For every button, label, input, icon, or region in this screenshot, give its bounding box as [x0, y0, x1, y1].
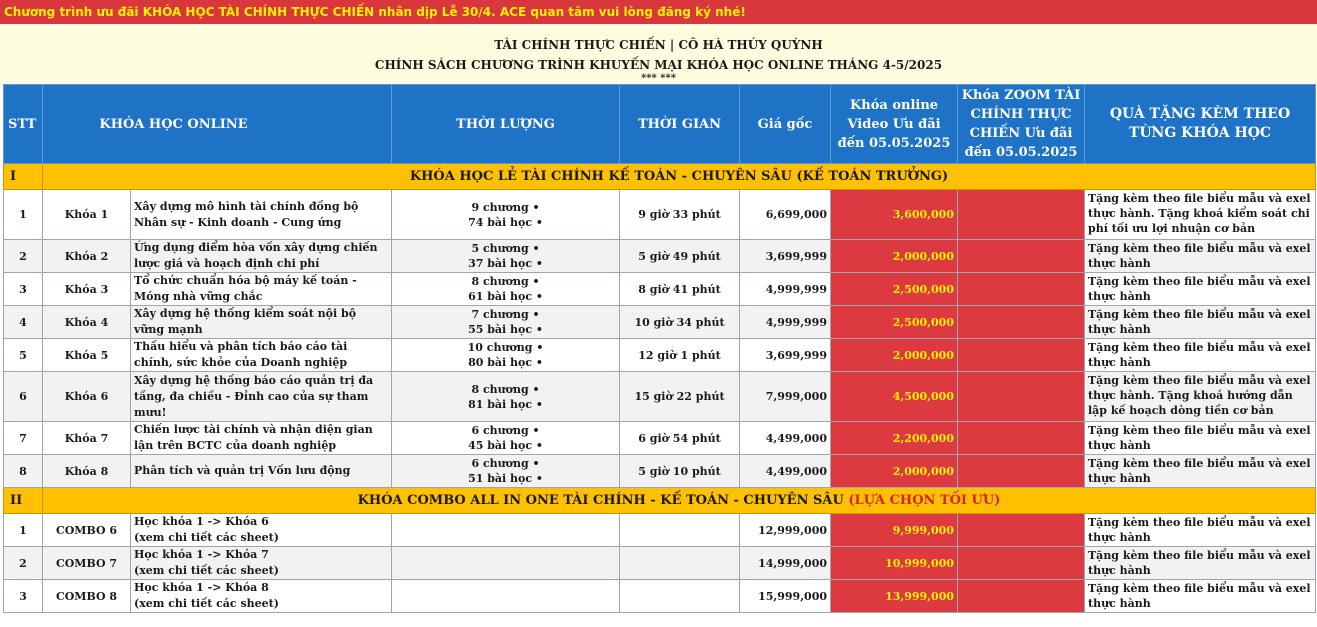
- row-time: 9 giờ 33 phút: [620, 190, 740, 240]
- row-stt: 8: [4, 455, 43, 488]
- row-code: Khóa 4: [43, 306, 131, 339]
- row-video-deal: 2,500,000: [831, 306, 958, 339]
- row-stt: 3: [4, 273, 43, 306]
- row-combo-note: (xem chi tiết các sheet): [134, 564, 279, 577]
- row-video-deal: 13,999,000: [831, 580, 958, 613]
- row-duration: [392, 339, 620, 372]
- row-time: [620, 547, 740, 580]
- title-box: [0, 24, 1317, 84]
- row-gift: Tặng kèm theo file biểu mẫu và exel thực hành: [1085, 547, 1316, 580]
- table-row: [4, 339, 1316, 372]
- row-stt: 2: [4, 547, 43, 580]
- table-row: [4, 547, 1316, 580]
- row-course-name: Xây dựng mô hình tài chính đồng bộ Nhân sự - Kinh doanh - Cung ứng: [131, 190, 392, 240]
- row-price: 3,699,999: [740, 339, 831, 372]
- row-duration: [392, 190, 620, 240]
- row-zoom-deal: [958, 339, 1085, 372]
- title-stars: *** ***: [641, 73, 676, 84]
- row-gift: Tặng kèm theo file biểu mẫu và exel thực hành: [1085, 240, 1316, 273]
- header-course: KHÓA HỌC ONLINE: [43, 85, 392, 164]
- row-price: 15,999,000: [740, 580, 831, 613]
- row-zoom-deal: [958, 422, 1085, 455]
- row-time: 8 giờ 41 phút: [620, 273, 740, 306]
- row-video-deal: 2,000,000: [831, 455, 958, 488]
- section-title: [43, 488, 1316, 514]
- header-gift: QUÀ TẶNG KÈM THEO TỪNG KHÓA HỌC: [1085, 85, 1316, 164]
- row-video-deal: 9,999,000: [831, 514, 958, 547]
- table-row: [4, 306, 1316, 339]
- row-combo-name: Học khóa 1 -> Khóa 8: [134, 581, 269, 594]
- row-video-deal: 4,500,000: [831, 372, 958, 422]
- row-code: COMBO 8: [43, 580, 131, 613]
- promo-banner: Chương trình ưu đãi KHÓA HỌC TÀI CHÍNH THỰC CHIẾN nhân dịp Lễ 30/4. ACE quan tâm vui lòng đăng ký nhé!: [0, 0, 1317, 24]
- row-lessons: 81 bài học •: [468, 397, 543, 411]
- row-zoom-deal: [958, 306, 1085, 339]
- row-lessons: 51 bài học •: [468, 472, 543, 485]
- row-zoom-deal: [958, 273, 1085, 306]
- row-course-name: [131, 547, 392, 580]
- row-gift: Tặng kèm theo file biểu mẫu và exel thực hành: [1085, 306, 1316, 339]
- table-row: [4, 455, 1316, 488]
- section-number: I: [4, 164, 43, 190]
- row-stt: 2: [4, 240, 43, 273]
- row-zoom-deal: [958, 240, 1085, 273]
- promotion-table: [3, 84, 1316, 613]
- row-time: 6 giờ 54 phút: [620, 422, 740, 455]
- row-code: Khóa 5: [43, 339, 131, 372]
- row-price: 4,999,999: [740, 273, 831, 306]
- row-video-deal: 2,000,000: [831, 339, 958, 372]
- row-price: 12,999,000: [740, 514, 831, 547]
- row-lessons: 80 bài học •: [468, 356, 543, 369]
- row-price: 3,699,999: [740, 240, 831, 273]
- row-lessons: 37 bài học •: [468, 257, 543, 270]
- section-row-2: [4, 488, 1316, 514]
- row-duration: [392, 240, 620, 273]
- row-combo-note: (xem chi tiết các sheet): [134, 531, 279, 544]
- section-title-text: KHÓA COMBO ALL IN ONE TÀI CHÍNH - KẾ TOÁN - CHUYÊN SÂU: [357, 493, 844, 508]
- row-video-deal: 10,999,000: [831, 547, 958, 580]
- row-course-name: Phân tích và quản trị Vốn lưu động: [131, 455, 392, 488]
- row-video-deal: 2,200,000: [831, 422, 958, 455]
- row-stt: 6: [4, 372, 43, 422]
- row-time: 15 giờ 22 phút: [620, 372, 740, 422]
- table-row: [4, 240, 1316, 273]
- header-zoom-deal: Khóa ZOOM TÀI CHÍNH THỰC CHIẾN Ưu đãi đến 05.05.2025: [958, 85, 1085, 164]
- table-row: [4, 422, 1316, 455]
- row-zoom-deal: [958, 190, 1085, 240]
- row-video-deal: 2,500,000: [831, 273, 958, 306]
- row-zoom-deal: [958, 455, 1085, 488]
- table-row: [4, 514, 1316, 547]
- title-line-1: TÀI CHÍNH THỰC CHIẾN | CÔ HÀ THÚY QUỲNH: [494, 38, 823, 52]
- row-chapters: 6 chương •: [471, 424, 540, 437]
- row-price: 14,999,000: [740, 547, 831, 580]
- row-code: Khóa 1: [43, 190, 131, 240]
- row-gift: Tặng kèm theo file biểu mẫu và exel thực hành. Tặng khoá hướng dẫn lập kế hoạch dòng tiền cơ bản: [1085, 372, 1316, 422]
- header-video-deal: Khóa online Video Ưu đãi đến 05.05.2025: [831, 85, 958, 164]
- row-course-name: Thấu hiểu và phân tích báo cáo tài chính, sức khỏe của Doanh nghiệp: [131, 339, 392, 372]
- table-row: [4, 580, 1316, 613]
- row-zoom-deal: [958, 372, 1085, 422]
- row-gift: Tặng kèm theo file biểu mẫu và exel thực hành: [1085, 514, 1316, 547]
- row-price: 4,999,999: [740, 306, 831, 339]
- row-stt: 1: [4, 190, 43, 240]
- row-price: 6,699,000: [740, 190, 831, 240]
- row-code: Khóa 8: [43, 455, 131, 488]
- section-row-1: [4, 164, 1316, 190]
- row-gift: Tặng kèm theo file biểu mẫu và exel thực hành: [1085, 339, 1316, 372]
- row-duration: [392, 547, 620, 580]
- table-row: [4, 273, 1316, 306]
- row-course-name: Chiến lược tài chính và nhận diện gian lận trên BCTC của doanh nghiệp: [131, 422, 392, 455]
- row-time: 12 giờ 1 phút: [620, 339, 740, 372]
- section-title-highlight: (LỰA CHỌN TỐI ƯU): [848, 493, 1001, 508]
- row-code: Khóa 7: [43, 422, 131, 455]
- header-price: Giá gốc: [740, 85, 831, 164]
- title-line-2: CHÍNH SÁCH CHƯƠNG TRÌNH KHUYẾN MẠI KHÓA HỌC ONLINE THÁNG 4-5/2025: [374, 58, 943, 72]
- section-title: KHÓA HỌC LẺ TÀI CHÍNH KẾ TOÁN - CHUYÊN SÂU (KẾ TOÁN TRƯỞNG): [43, 164, 1316, 190]
- row-chapters: 8 chương •: [471, 275, 540, 288]
- row-gift: Tặng kèm theo file biểu mẫu và exel thực hành: [1085, 580, 1316, 613]
- header-stt: STT: [4, 85, 43, 164]
- row-price: 7,999,000: [740, 372, 831, 422]
- row-course-name: [131, 514, 392, 547]
- row-stt: 1: [4, 514, 43, 547]
- row-course-name: [131, 580, 392, 613]
- row-time: 5 giờ 49 phút: [620, 240, 740, 273]
- row-gift: Tặng kèm theo file biểu mẫu và exel thực hành: [1085, 273, 1316, 306]
- row-code: Khóa 2: [43, 240, 131, 273]
- row-price: 4,499,000: [740, 455, 831, 488]
- row-zoom-deal: [958, 514, 1085, 547]
- row-code: COMBO 7: [43, 547, 131, 580]
- row-price: 4,499,000: [740, 422, 831, 455]
- row-gift: Tặng kèm theo file biểu mẫu và exel thực hành: [1085, 422, 1316, 455]
- row-stt: 7: [4, 422, 43, 455]
- row-gift: Tặng kèm theo file biểu mẫu và exel thực hành: [1085, 455, 1316, 488]
- table-row: [4, 190, 1316, 240]
- row-stt: 5: [4, 339, 43, 372]
- row-gift: Tặng kèm theo file biểu mẫu và exel thực hành. Tặng khoá kiểm soát chi phí tối ưu lợi nhuận cơ bản: [1085, 190, 1316, 240]
- row-code: Khóa 6: [43, 372, 131, 422]
- row-time: [620, 514, 740, 547]
- header-duration: THỜI LƯỢNG: [392, 85, 620, 164]
- row-duration: [392, 422, 620, 455]
- row-zoom-deal: [958, 547, 1085, 580]
- row-code: COMBO 6: [43, 514, 131, 547]
- row-course-name: Xây dựng hệ thống báo cáo quản trị đa tầng, đa chiều - Đỉnh cao của sự tham mưu!: [131, 372, 392, 422]
- row-combo-name: Học khóa 1 -> Khóa 6: [134, 515, 269, 528]
- row-chapters: 5 chương •: [471, 242, 540, 255]
- row-video-deal: 3,600,000: [831, 190, 958, 240]
- row-time: 5 giờ 10 phút: [620, 455, 740, 488]
- table-row: [4, 372, 1316, 422]
- row-duration: [392, 514, 620, 547]
- row-zoom-deal: [958, 580, 1085, 613]
- row-chapters: 7 chương •: [471, 308, 540, 321]
- row-lessons: 74 bài học •: [468, 215, 543, 229]
- row-course-name: Tổ chức chuẩn hóa bộ máy kế toán - Móng nhà vững chắc: [131, 273, 392, 306]
- row-chapters: 10 chương •: [467, 341, 544, 354]
- row-code: Khóa 3: [43, 273, 131, 306]
- header-time: THỜI GIAN: [620, 85, 740, 164]
- row-chapters: 6 chương •: [471, 457, 540, 470]
- row-course-name: Ứng dụng điểm hòa vốn xây dựng chiến lược giá và hoạch định chi phí: [131, 240, 392, 273]
- row-duration: [392, 580, 620, 613]
- row-combo-name: Học khóa 1 -> Khóa 7: [134, 548, 269, 561]
- row-duration: [392, 372, 620, 422]
- row-duration: [392, 273, 620, 306]
- row-combo-note: (xem chi tiết các sheet): [134, 597, 279, 610]
- row-lessons: 45 bài học •: [468, 439, 543, 452]
- row-lessons: 55 bài học •: [468, 323, 543, 336]
- row-duration: [392, 306, 620, 339]
- row-time: 10 giờ 34 phút: [620, 306, 740, 339]
- row-chapters: 8 chương •: [471, 382, 540, 396]
- row-chapters: 9 chương •: [471, 200, 540, 214]
- row-time: [620, 580, 740, 613]
- row-stt: 3: [4, 580, 43, 613]
- row-course-name: Xây dựng hệ thống kiểm soát nội bộ vững mạnh: [131, 306, 392, 339]
- section-number: II: [4, 488, 43, 514]
- table-header-row: [4, 85, 1316, 164]
- row-lessons: 61 bài học •: [468, 290, 543, 303]
- row-stt: 4: [4, 306, 43, 339]
- row-video-deal: 2,000,000: [831, 240, 958, 273]
- row-duration: [392, 455, 620, 488]
